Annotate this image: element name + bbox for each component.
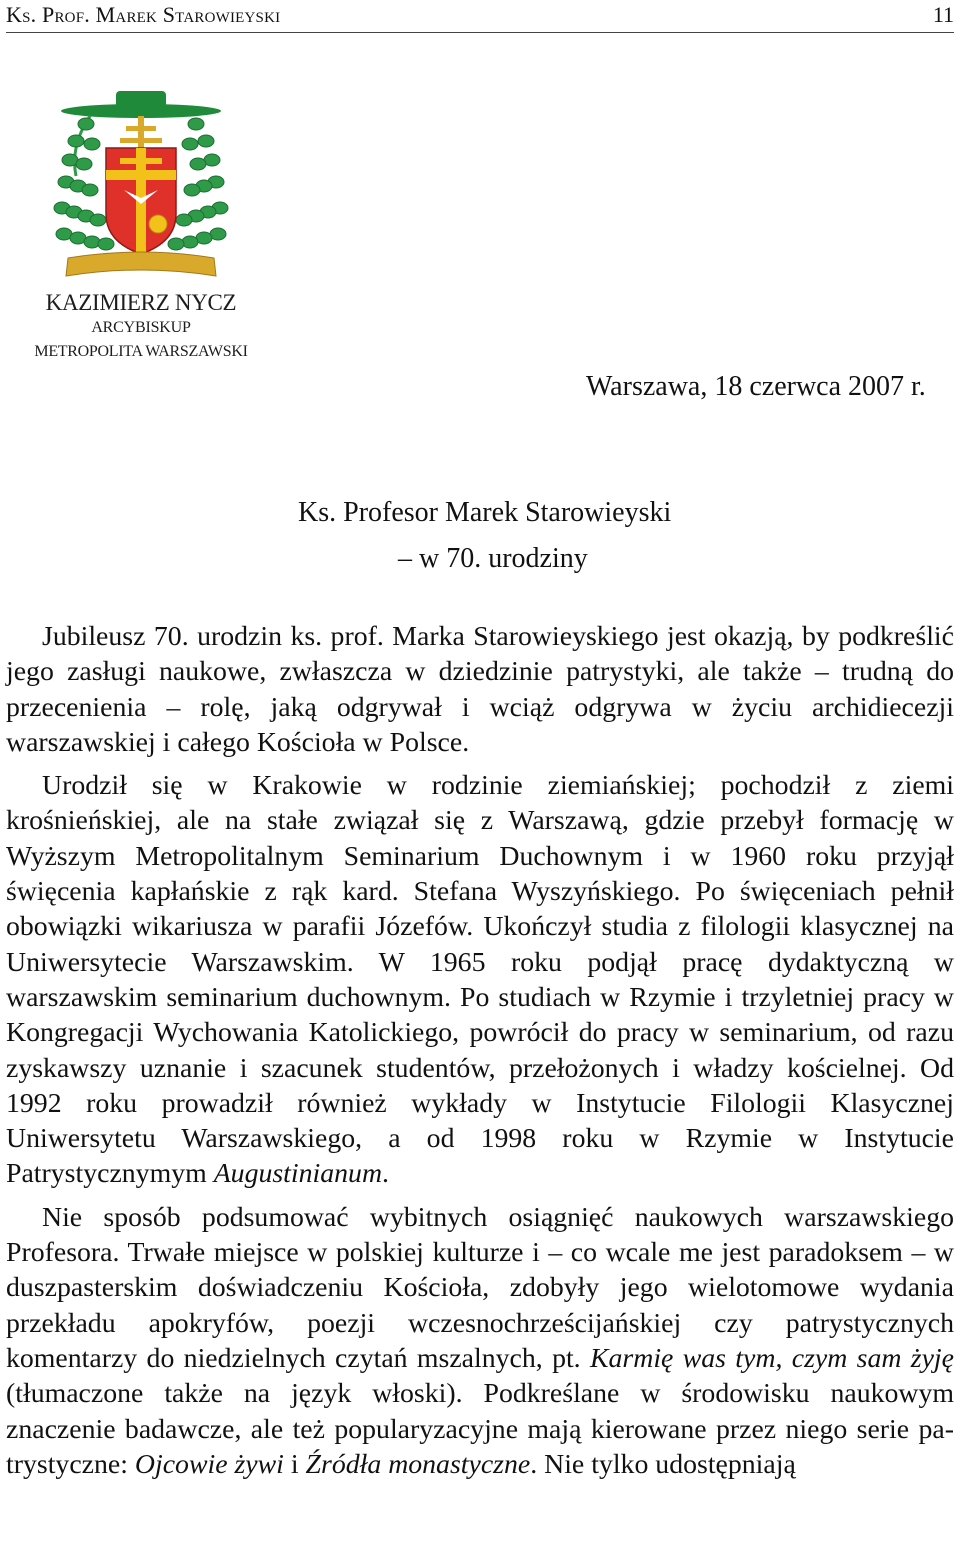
motto-ribbon-icon [66,252,216,276]
letter-body [6,619,954,1482]
issuer-rank: ARCYBISKUP [91,319,191,336]
letter-occasion: – w 70. urodziny [398,543,588,574]
issuer-office: METROPOLITA WARSZAWSKI [34,343,248,360]
running-header [6,2,954,33]
shield-icon [106,148,176,254]
coat-of-arms-emblem [50,86,232,282]
running-title: Ks. Prof. Marek Starowieyski [6,2,281,27]
page-number: 11 [932,2,954,27]
paragraph-2-end: . [382,1158,389,1190]
paragraph-3-text-a: Nie sposób podsumować wybitnych osiągnięć naukowych warszawskiego Profesora. Trwałe miejsce w polskiej kulturze i – co wcale me jest paradoksem – w duszpasterskim doświadczeniu Kościoła, zdobyły jego wielotomowe wydania przekładu apokryfów, poezji wczesnochrześcijańskiej czy patrystycznych komentarzy do niedzielnych czytań mszalnych, pt. [6,1201,954,1374]
paragraph-1-text: Jubileusz 70. urodzin ks. prof. Marka Starowieyskiego jest okazją, by podkreślić jego zasługi naukowe, zwłaszcza w dziedzinie patrystyki, ale także – trudną do przecenienia – rolę, jaką odgrywał i wciąż odgrywa w życiu archidiecezji warszawskiej i całego Kościoła w Polsce. [6,621,954,758]
paragraph-3 [6,1200,954,1482]
series-title-2: Źródła monastyczne [305,1448,531,1480]
paragraph-3-text-d: . Nie tylko udostępniają [530,1448,796,1480]
series-title-1: Ojcowie żywi [134,1448,284,1480]
paragraph-2 [6,768,954,1192]
letter-date: Warszawa, 18 czerwca 2007 r. [586,371,926,402]
paragraph-1 [6,619,954,760]
letter-recipient: Ks. Profesor Marek Starowieyski [298,497,672,528]
paragraph-3-text-b: (tłumaczone także na język włoski). Podkreślane w środowisku naukowym znaczenie badawcze, ale też popularyzacyjne mają kierowane przez niego serie patrystyczne: [6,1378,954,1480]
book-title: Karmię was tym, czym sam żyję [589,1342,954,1374]
galero-hat-icon [61,91,221,118]
institution-title: Augustinianum [213,1158,383,1190]
issuer-name: KAZIMIERZ NYCZ [45,290,237,315]
tassels-left-icon [54,116,114,250]
tassels-right-icon [168,118,228,250]
issuer-block [6,290,276,364]
paragraph-2-text: Urodził się w Krakowie w rodzinie ziemiańskiej; pochodził z ziemi krośnieńskiej, ale na stałe związał się z Warszawą, gdzie przebył formację w Wyższym Metropolitalnym Seminarium Duchownym i w 1960 roku przyjął święcenia kapłańskie z rąk kard. Stefana Wyszyńskiego. Po święceniach pełnił obowiązki wikariusza w parafii Józefów. Ukończył studia z filologii klasycznej na Uniwersytecie Warszawskim. W 1965 roku podjął pracę dydaktyczną w warszawskim seminarium duchownym. Po studiach w Rzymie i trzyletniej pracy w Kongregacji Wychowania Katolickiego, powrócił do pracy w seminarium, od razu zyskawszy uznanie i szacunek studentów, przełożonych i władzy kościelnej. Od 1992 roku prowadził również wykłady w Instytucie Filologii Klasycznej Uniwersytetu Warszawskiego, a od 1998 roku w Rzymie w Instytucie Patrystycznymym [6,770,954,1190]
paragraph-3-text-c: i [283,1448,306,1480]
